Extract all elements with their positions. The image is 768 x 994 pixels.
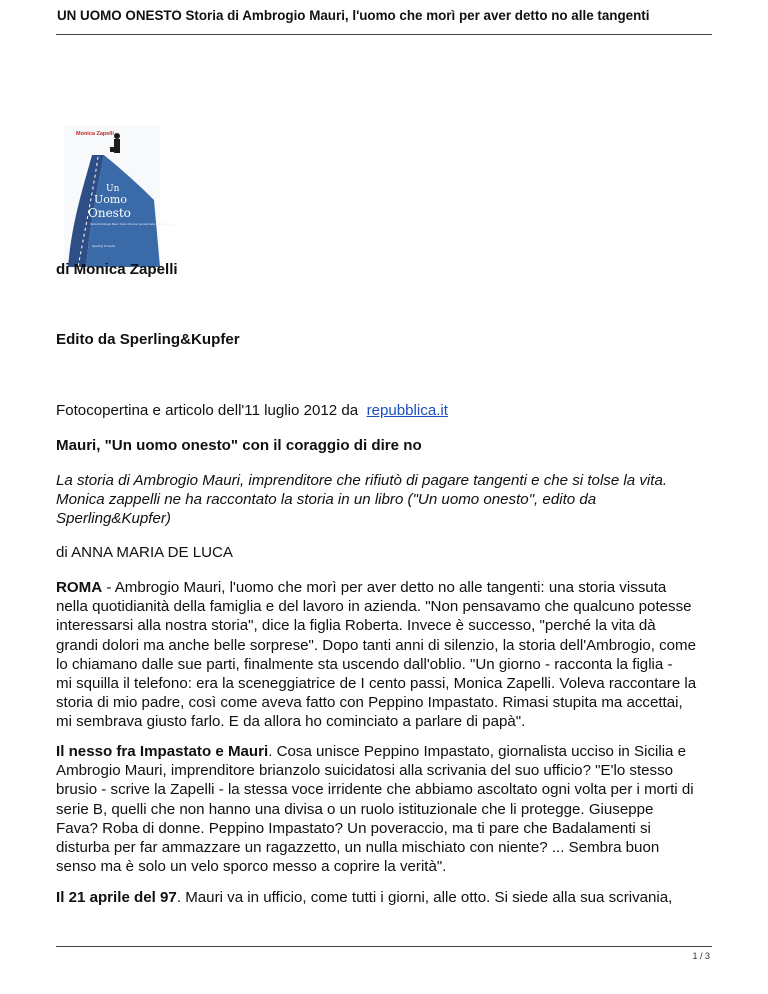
paragraph-line: Ambrogio Mauri, imprenditore brianzolo suicidatosi alla scrivania del suo ufficio? "E'lo stesso (56, 762, 674, 780)
paragraph-3 (56, 888, 716, 907)
paragraph-line: serie B, quelli che non hanno una divisa o un ruolo istituzionale che li protegge. Giuseppe (56, 800, 654, 818)
paragraph-line: mi squilla il telefono: era la sceneggiatrice de I cento passi, Monica Zapelli. Voleva raccontare la (56, 675, 697, 693)
book-byline: di Monica Zapelli (56, 261, 178, 278)
article-headline: Mauri, "Un uomo onesto" con il coraggio di dire no (56, 437, 422, 454)
paragraph-line: senso ma è solo un velo sporco messo a coprire la verità". (56, 858, 447, 876)
cover-subtitle: Storia di Ambrogio Mauri, l'uomo che morì per aver detto no alle tangenti (90, 223, 174, 226)
article-author: di ANNA MARIA DE LUCA (56, 544, 233, 561)
publisher-line: Edito da Sperling&Kupfer (56, 331, 240, 348)
paragraph-line: storia di mio padre, così come aveva fatto con Peppino Impastato. Rimasi stupita ma accettai, (56, 694, 683, 712)
cover-author: Monica Zapelli (76, 131, 114, 137)
page-number: 1 / 3 (692, 951, 710, 961)
document-header-title: UN UOMO ONESTO Storia di Ambrogio Mauri, l'uomo che morì per aver detto no alle tangenti (57, 8, 650, 23)
article-summary (56, 471, 716, 529)
paragraph-line: ROMA - Ambrogio Mauri, l'uomo che morì per aver detto no alle tangenti: una storia vissuta (56, 579, 667, 596)
paragraph-lead: ROMA (56, 579, 103, 596)
footer-rule (56, 946, 712, 947)
paragraph-line: grandi dolori ma anche belle sorprese". Dopo tanti anni di silenzio, la storia dell'Ambrogio, come (56, 636, 697, 654)
summary-line: La storia di Ambrogio Mauri, imprenditore che rifiutò di pagare tangenti e che si tolse la vita. (56, 472, 668, 489)
cover-publisher: Sperling & Kupfer (92, 244, 116, 248)
paragraph-2 (56, 742, 716, 876)
paragraph-line: Il nesso fra Impastato e Mauri. Cosa unisce Peppino Impastato, giornalista ucciso in Sicilia e (56, 743, 687, 760)
summary-line: Monica zappelli ne ha raccontato la storia in un libro ("Un uomo onesto", edito da (56, 491, 597, 509)
source-link[interactable]: repubblica.it (366, 402, 448, 419)
cover-title-line2: Uomo (94, 193, 127, 206)
cover-title-line3: Onesto (88, 206, 131, 220)
paragraph-line: mi sembrava giusto farlo. E da allora ho cominciato a parlare di papà". (56, 713, 526, 731)
paragraph-1 (56, 578, 716, 732)
paragraph-line: interessarsi alla nostra storia", dice la figlia Roberta. Invece è successo, "perché la vita dà (56, 617, 656, 635)
paragraph-line: nella quotidianità della famiglia e del lavoro in azienda. "Non pensavamo che qualcuno potesse (56, 598, 692, 616)
paragraph-line: lo chiamano dalle sue parti, finalmente sta uscendo dall'oblio. "Un giorno - racconta la figlia - (56, 655, 673, 673)
paragraph-line: Il 21 aprile del 97. Mauri va in ufficio, come tutti i giorni, alle otto. Si siede alla sua scrivania, (56, 889, 673, 906)
paragraph-lead: Il nesso fra Impastato e Mauri (56, 743, 269, 760)
source-text: Fotocopertina e articolo dell'11 luglio 2012 da (56, 402, 359, 419)
book-cover-image (64, 125, 174, 267)
paragraph-lead: Il 21 aprile del 97 (56, 889, 177, 906)
paragraph-line: disturba per far ammazzare un ragazzetto, un nulla mischiato con niente? ... Sembra buon (56, 839, 660, 857)
source-line (56, 401, 452, 420)
cover-title-line1: Un (106, 184, 120, 194)
paragraph-line: Fava? Roba di donne. Peppino Impastato? Un poveraccio, ma ti pare che Badalamenti si (56, 819, 651, 837)
paragraph-line: brusio - scrive la Zapelli - la stessa voce irridente che abbiamo ascoltato ogni volta per i morti di (56, 781, 694, 799)
header-rule (56, 34, 712, 35)
book-cover-illustration (64, 125, 174, 267)
summary-line: Sperling&Kupfer) (56, 510, 171, 528)
